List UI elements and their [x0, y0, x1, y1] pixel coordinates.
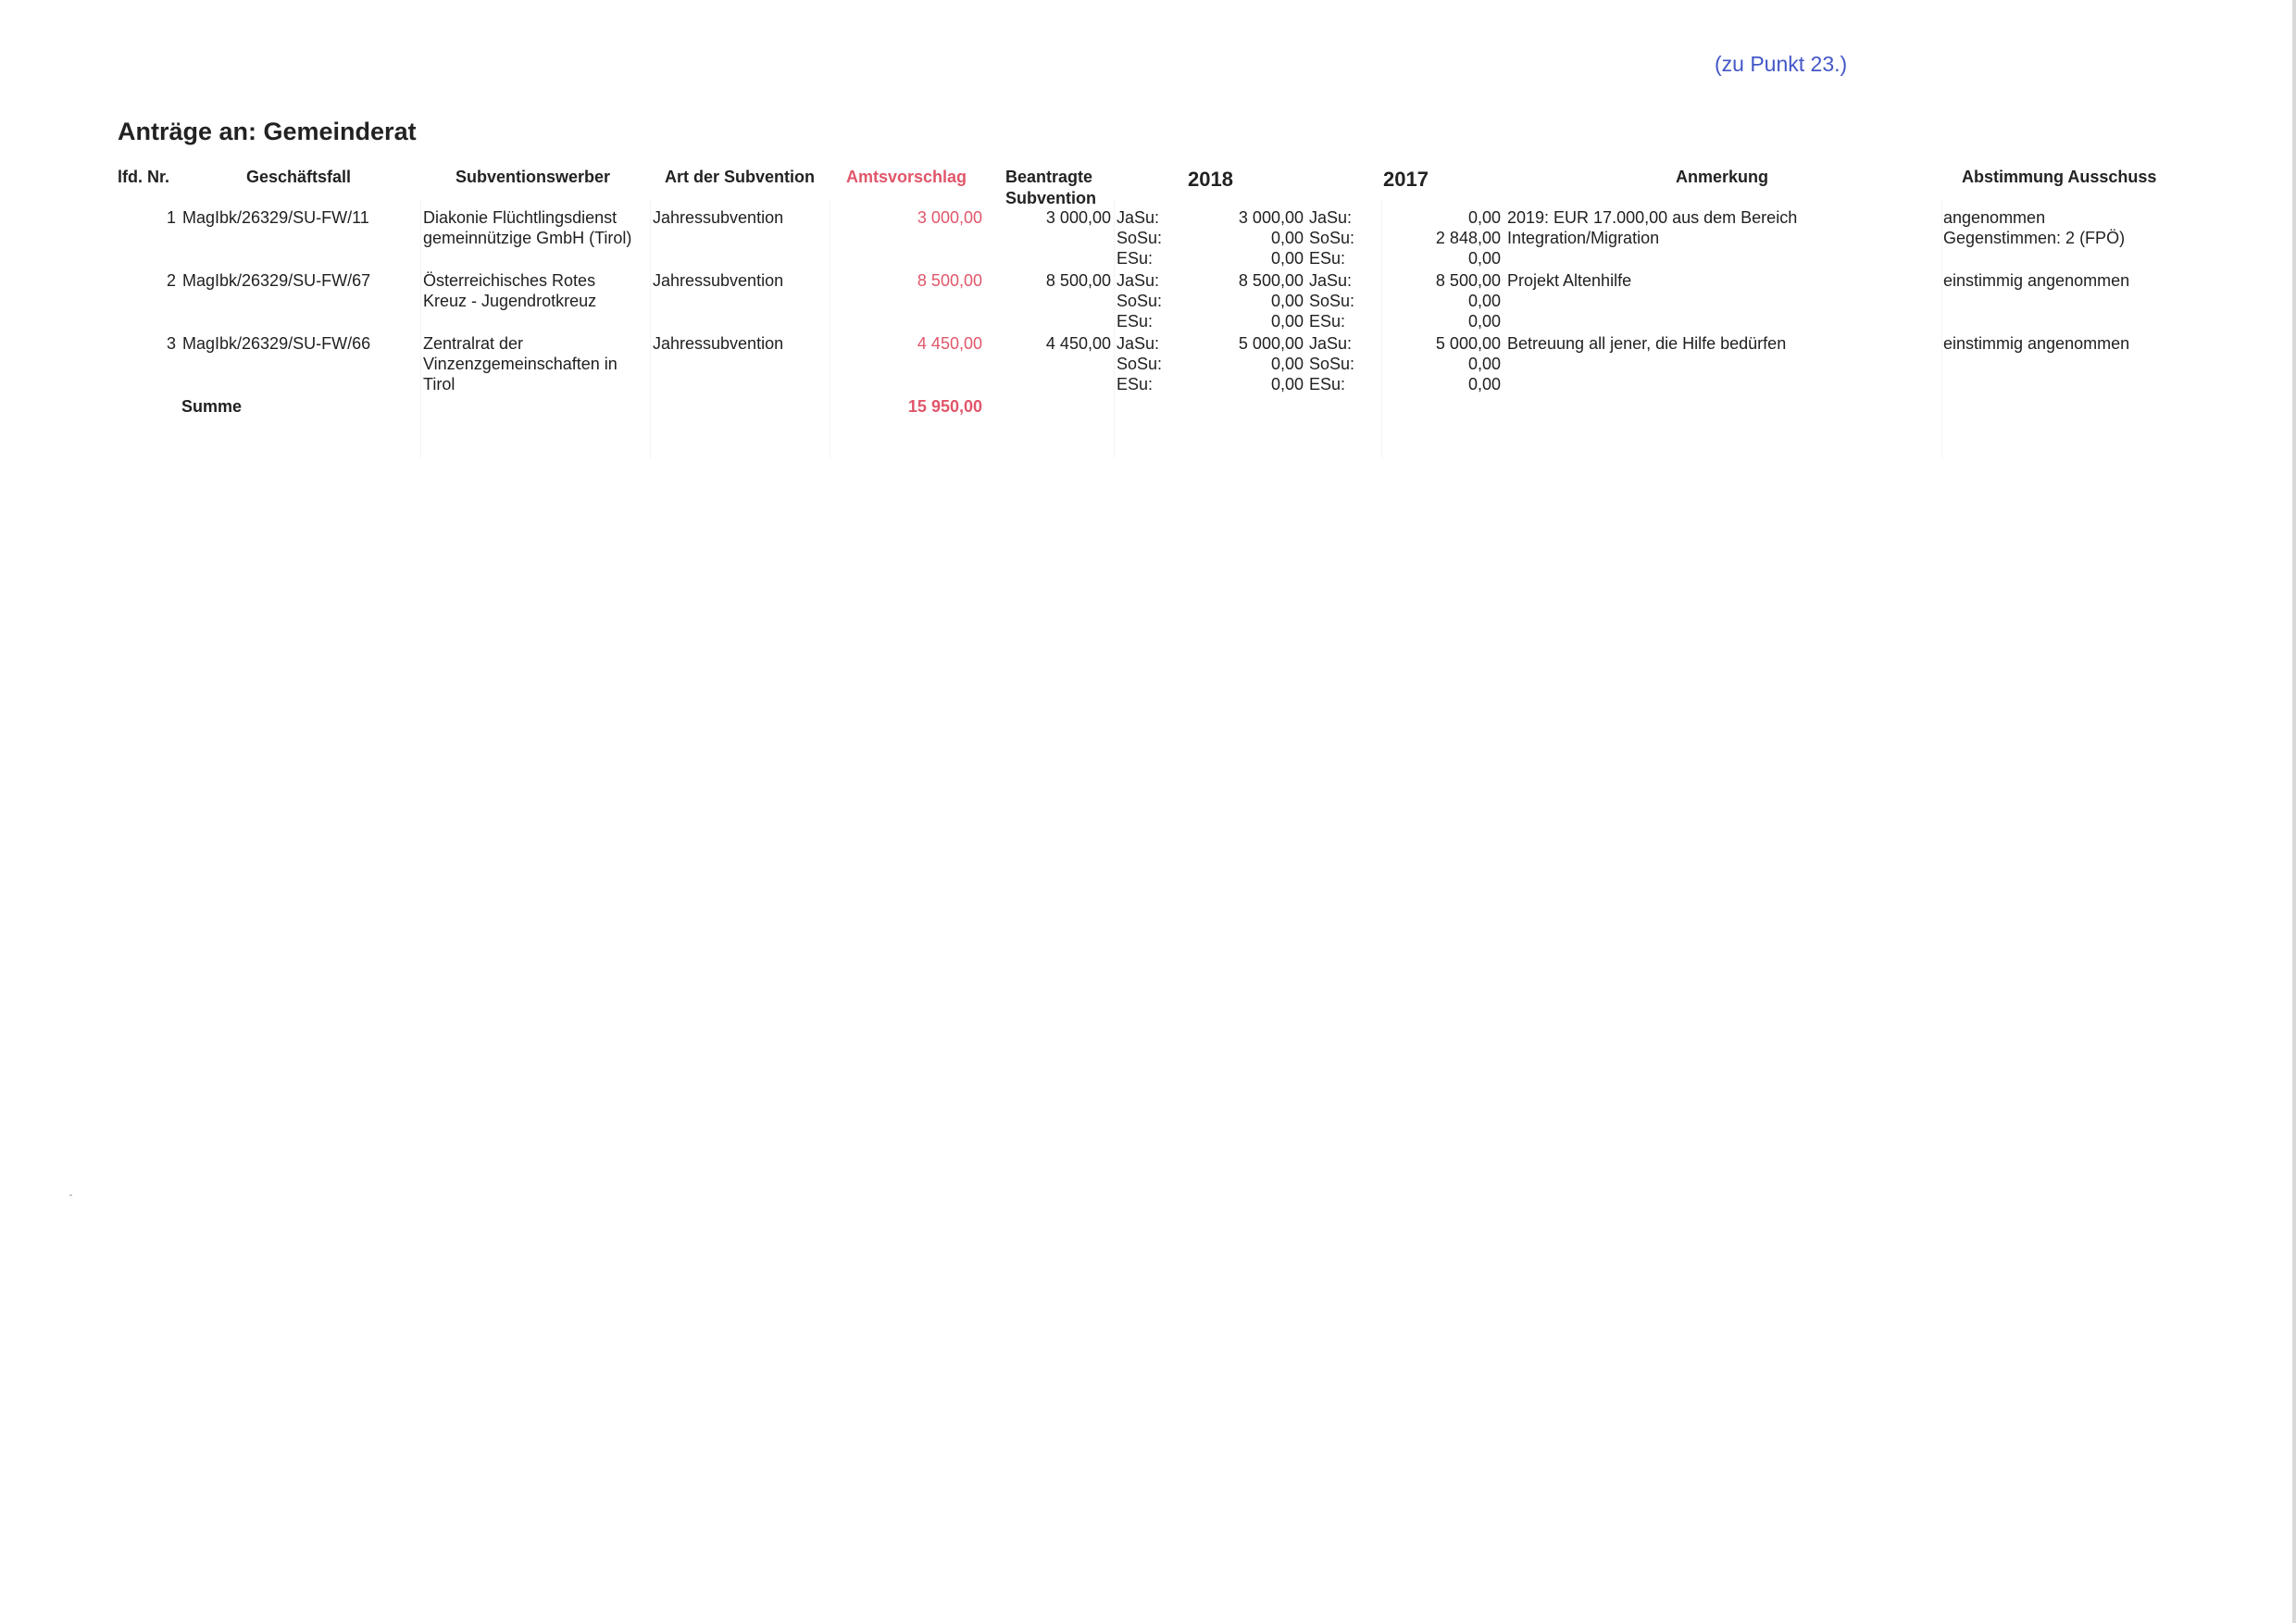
applicant-line: Diakonie Flüchtlingsdienst — [423, 208, 618, 227]
subsidy-type: Jahressubvention — [653, 271, 784, 290]
subsidy-type: Jahressubvention — [653, 334, 784, 353]
row-number: 3 — [166, 334, 176, 353]
header-requested: Beantragte — [1005, 168, 1093, 186]
amount-2017-sosu: 0,00 — [1467, 292, 1501, 310]
header-applicant: Subventionswerber — [455, 168, 611, 186]
sub-label-sosu: SoSu: — [1309, 229, 1355, 247]
header-year-2017: 2017 — [1383, 168, 1429, 191]
amount-2017-sosu: 0,00 — [1467, 355, 1501, 373]
header-case: Geschäftsfall — [246, 168, 352, 186]
vote-result-detail: Gegenstimmen: 2 (FPÖ) — [1943, 229, 2126, 247]
sum-amount: 15 950,00 — [907, 397, 982, 416]
sub-label-sosu: SoSu: — [1309, 292, 1355, 310]
column-divider — [1114, 199, 1115, 458]
proposal-amount: 3 000,00 — [917, 208, 982, 227]
amount-2017-esu: 0,00 — [1467, 312, 1501, 331]
column-divider — [1941, 199, 1942, 458]
applicant-line: Tirol — [423, 375, 455, 393]
amount-2018-sosu: 0,00 — [1270, 355, 1304, 373]
page-edge — [2292, 0, 2296, 1623]
requested-amount: 4 450,00 — [1045, 334, 1111, 353]
applicant-line: Zentralrat der — [423, 334, 524, 353]
subsidy-type: Jahressubvention — [653, 208, 784, 227]
sub-label-esu: ESu: — [1117, 312, 1154, 331]
amount-2018-esu: 0,00 — [1270, 375, 1304, 393]
requested-amount: 3 000,00 — [1045, 208, 1111, 227]
amount-2018-sosu: 0,00 — [1270, 292, 1304, 310]
amount-2017-esu: 0,00 — [1467, 375, 1501, 393]
amount-2017-sosu: 2 848,00 — [1435, 229, 1501, 247]
applicant-line: Österreichisches Rotes — [423, 271, 596, 290]
sub-label-sosu: SoSu: — [1117, 292, 1163, 310]
sum-label: Summe — [181, 397, 243, 416]
sub-label-jasu: JaSu: — [1117, 208, 1160, 227]
header-remark: Anmerkung — [1676, 168, 1769, 186]
agenda-reference: (zu Punkt 23.) — [1715, 52, 1848, 76]
header-nr: lfd. Nr. — [118, 168, 170, 186]
scan-speck — [69, 1194, 72, 1196]
sub-label-jasu: JaSu: — [1309, 271, 1353, 290]
sub-label-esu: ESu: — [1309, 312, 1346, 331]
proposal-amount: 4 450,00 — [917, 334, 982, 353]
applicant-line: Kreuz - Jugendrotkreuz — [423, 292, 597, 310]
sub-label-esu: ESu: — [1117, 249, 1154, 268]
amount-2017-esu: 0,00 — [1467, 249, 1501, 268]
amount-2018-esu: 0,00 — [1270, 249, 1304, 268]
case-number: MagIbk/26329/SU-FW/67 — [182, 271, 371, 290]
applicant-line: gemeinnützige GmbH (Tirol) — [423, 229, 632, 247]
case-number: MagIbk/26329/SU-FW/11 — [182, 208, 369, 227]
row-number: 2 — [166, 271, 176, 290]
sub-label-sosu: SoSu: — [1309, 355, 1355, 373]
column-divider — [650, 199, 651, 458]
header-vote: Abstimmung Ausschuss — [1962, 168, 2157, 186]
sub-label-esu: ESu: — [1309, 249, 1346, 268]
amount-2018-sosu: 0,00 — [1270, 229, 1304, 247]
header-proposal: Amtsvorschlag — [846, 168, 967, 186]
amount-2018-jasu: 5 000,00 — [1238, 334, 1304, 353]
vote-result: einstimmig angenommen — [1943, 334, 2130, 353]
remark-line: Integration/Migration — [1507, 229, 1660, 247]
sub-label-sosu: SoSu: — [1117, 229, 1163, 247]
amount-2018-esu: 0,00 — [1270, 312, 1304, 331]
requested-amount: 8 500,00 — [1045, 271, 1111, 290]
sub-label-sosu: SoSu: — [1117, 355, 1163, 373]
remark-line: Projekt Altenhilfe — [1507, 271, 1632, 290]
remark-line: 2019: EUR 17.000,00 aus dem Bereich — [1507, 208, 1798, 227]
amount-2018-jasu: 3 000,00 — [1238, 208, 1304, 227]
column-divider — [420, 199, 421, 458]
sub-label-jasu: JaSu: — [1117, 334, 1160, 353]
amount-2017-jasu: 8 500,00 — [1435, 271, 1501, 290]
header-type: Art der Subvention — [665, 168, 816, 186]
vote-result: angenommen — [1943, 208, 2046, 227]
vote-result: einstimmig angenommen — [1943, 271, 2130, 290]
sub-label-jasu: JaSu: — [1309, 208, 1353, 227]
applicant-line: Vinzenzgemeinschaften in — [423, 355, 618, 373]
amount-2017-jasu: 0,00 — [1467, 208, 1501, 227]
sub-label-jasu: JaSu: — [1117, 271, 1160, 290]
sub-label-jasu: JaSu: — [1309, 334, 1353, 353]
header-requested-line2: Subvention — [1005, 189, 1096, 207]
remark-line: Betreuung all jener, die Hilfe bedürfen — [1507, 334, 1787, 353]
header-year-2018: 2018 — [1188, 168, 1233, 191]
row-number: 1 — [166, 208, 176, 227]
amount-2017-jasu: 5 000,00 — [1435, 334, 1501, 353]
proposal-amount: 8 500,00 — [917, 271, 982, 290]
sub-label-esu: ESu: — [1117, 375, 1154, 393]
page-title: Anträge an: Gemeinderat — [118, 118, 417, 145]
sub-label-esu: ESu: — [1309, 375, 1346, 393]
case-number: MagIbk/26329/SU-FW/66 — [182, 334, 371, 353]
amount-2018-jasu: 8 500,00 — [1238, 271, 1304, 290]
